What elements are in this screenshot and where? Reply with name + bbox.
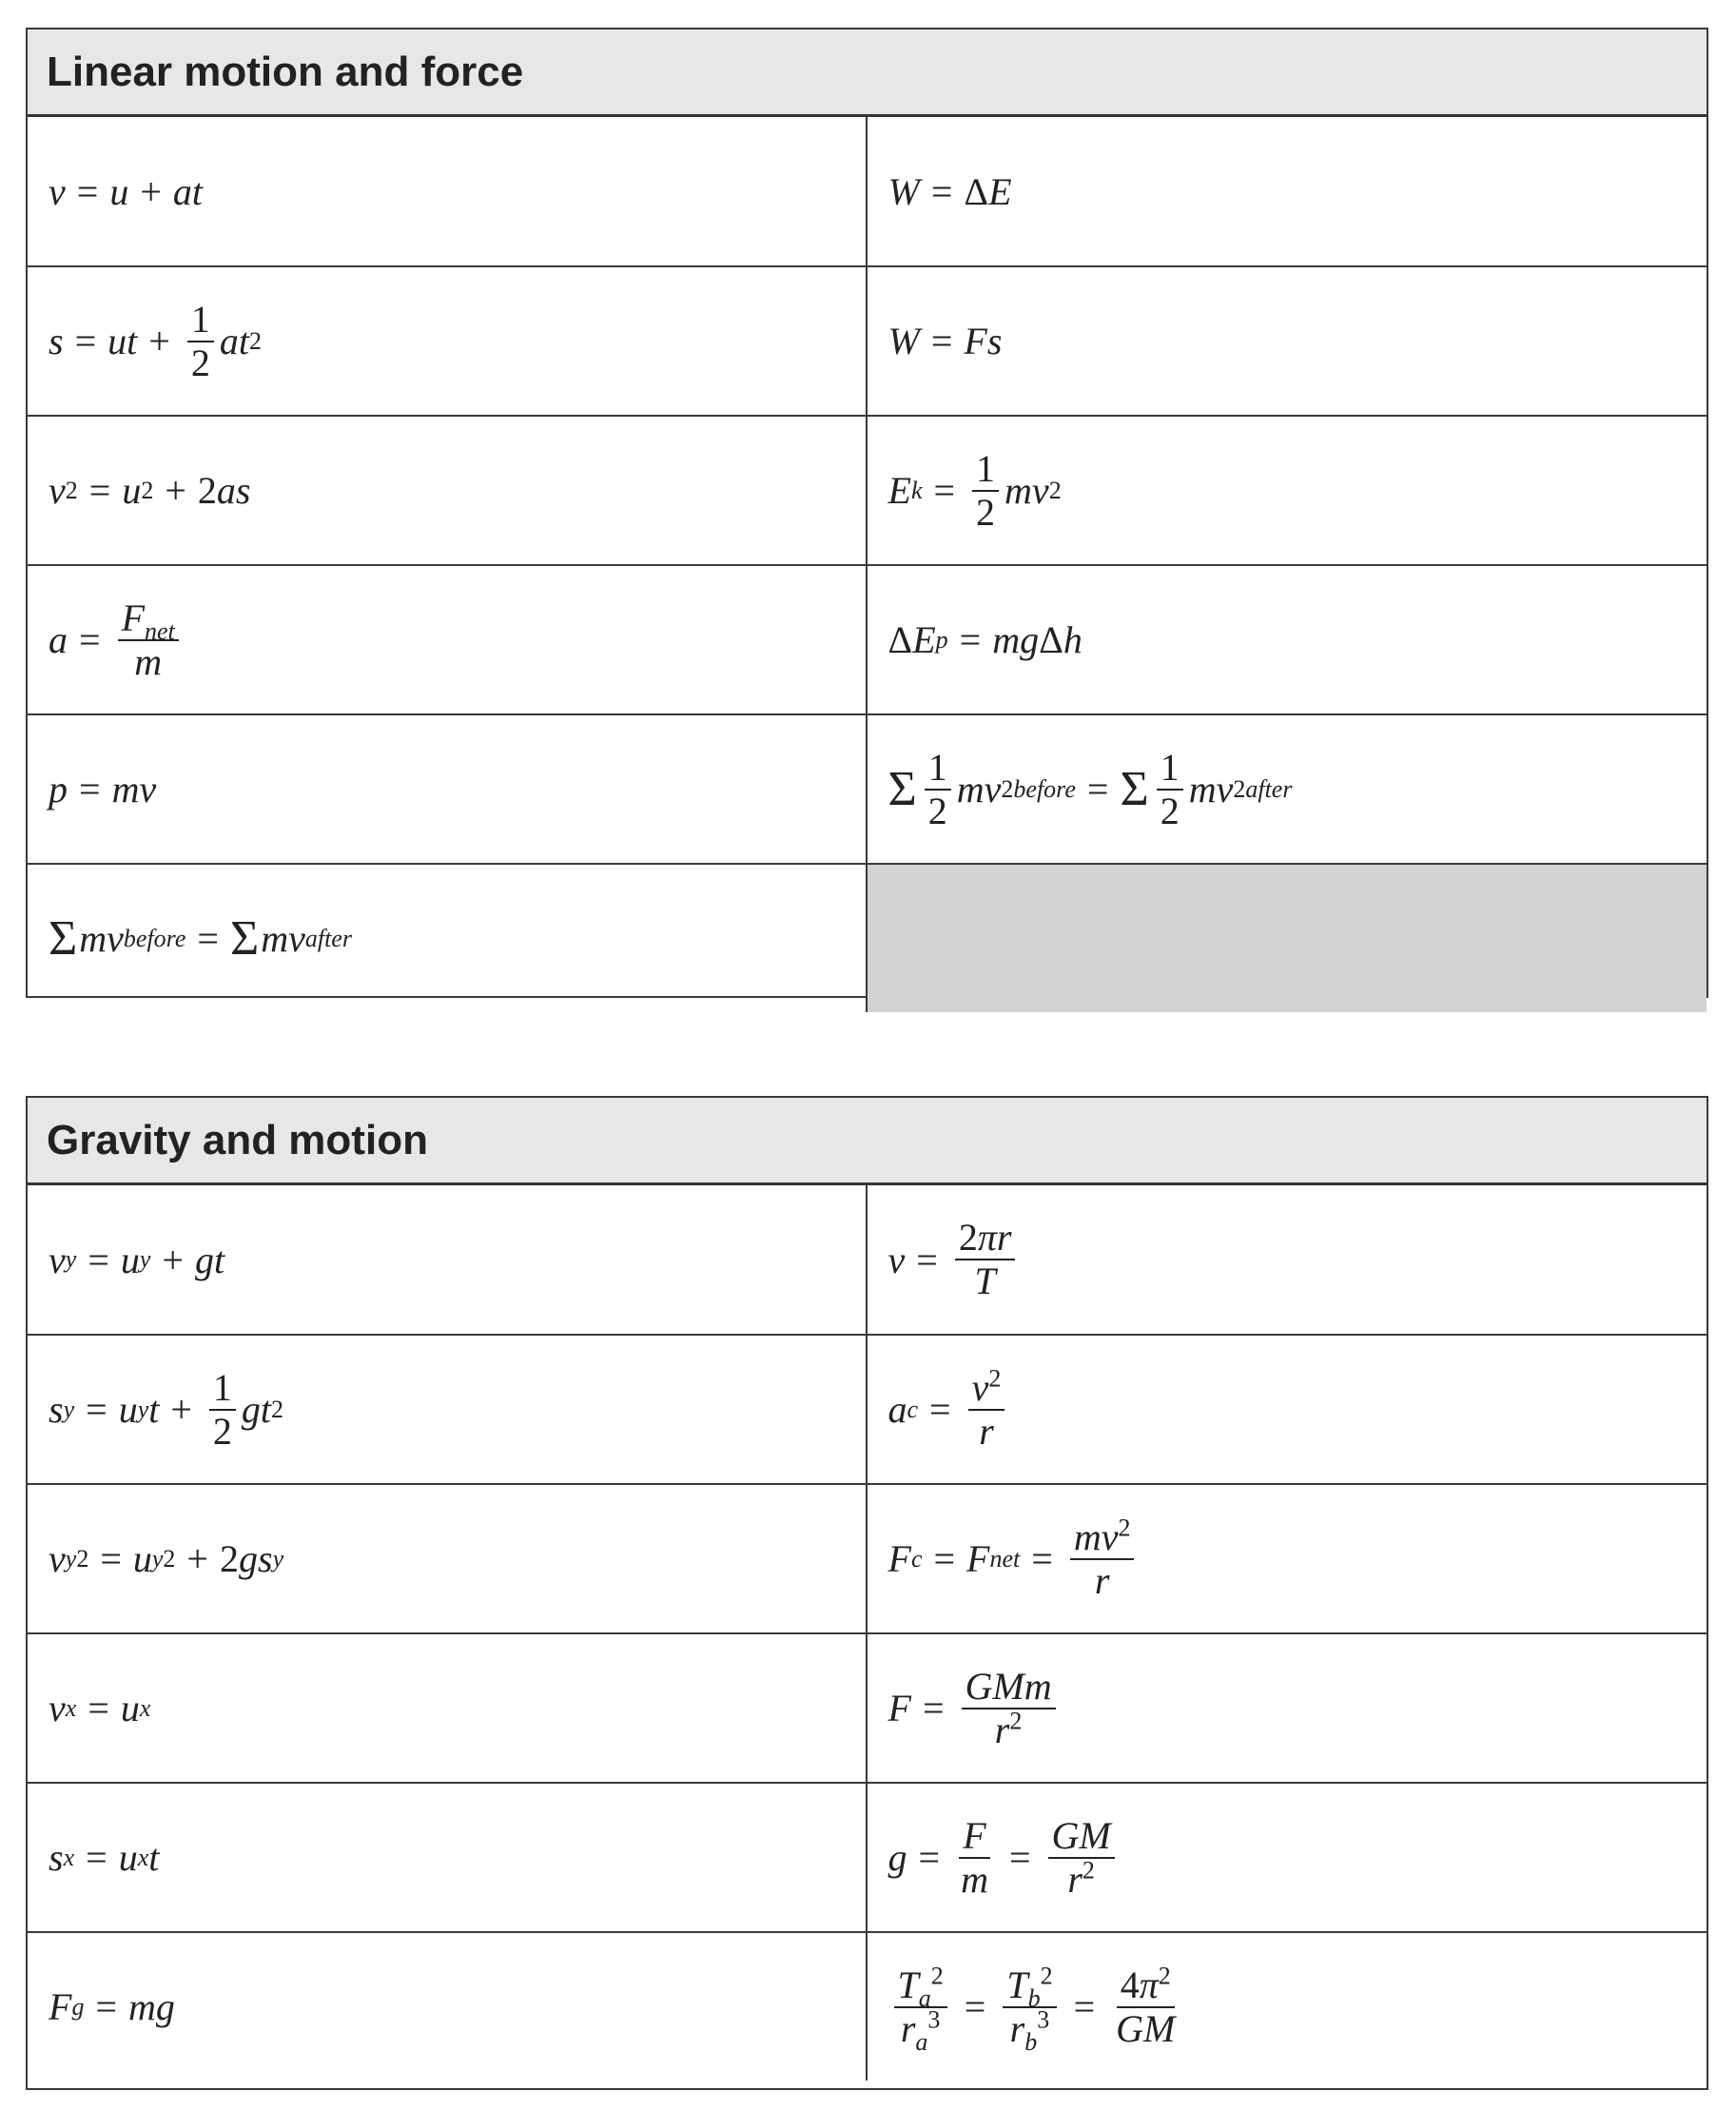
formula-cell bbox=[28, 1933, 868, 2081]
formula-gravitation: F = $\frac{\text{GMm}}{r^2}$ bbox=[888, 1666, 1062, 1751]
formula-cell bbox=[28, 417, 868, 564]
formula-cell bbox=[868, 1634, 1707, 1782]
formula-field-strength: g = $\frac{F}{m}$ = $\frac{GM}{r^2}$ bbox=[888, 1815, 1121, 1901]
formula-cell bbox=[28, 1485, 868, 1632]
gravity-motion-table bbox=[26, 1096, 1708, 2090]
formula-v-u-at: v = u + at bbox=[49, 169, 204, 213]
section-title: Linear motion and force bbox=[28, 29, 1707, 117]
formula-cell bbox=[28, 566, 868, 713]
table-row bbox=[28, 713, 1707, 863]
empty-cell bbox=[868, 865, 1707, 1012]
formula-momentum: p = mv bbox=[49, 768, 157, 811]
formula-cell bbox=[868, 1336, 1707, 1483]
formula-cell bbox=[868, 715, 1707, 863]
formula-sy: s y = u y t + $\frac{1}{2}$ gt 2 bbox=[49, 1365, 284, 1453]
table-row bbox=[28, 1632, 1707, 1782]
formula-weight: F g = mg bbox=[49, 1985, 175, 2028]
formula-acceleration: a = $\frac{F_{net}}{m}$ bbox=[49, 597, 185, 683]
formula-cell bbox=[868, 1485, 1707, 1632]
table-row bbox=[28, 1931, 1707, 2081]
formula-cell bbox=[28, 1634, 868, 1782]
formula-cell bbox=[868, 1933, 1707, 2081]
linear-motion-table bbox=[26, 28, 1708, 998]
formula-displacement: s = ut + $\frac{1}{2}$ at 2 bbox=[49, 297, 262, 384]
formula-cell bbox=[28, 1336, 868, 1483]
section-title: Gravity and motion bbox=[28, 1098, 1707, 1185]
table-row bbox=[28, 117, 1707, 265]
formula-centripetal-force: F c = F net = $\frac{mv^2}{r}$ bbox=[888, 1516, 1141, 1602]
table-row bbox=[28, 1483, 1707, 1632]
formula-vy: v y = u y + gt bbox=[49, 1238, 225, 1281]
formula-cell bbox=[28, 267, 868, 415]
formula-cell bbox=[868, 1185, 1707, 1334]
table-row bbox=[28, 564, 1707, 713]
formula-cell bbox=[28, 715, 868, 863]
formula-potential-energy: Δ E p = mg Δ h bbox=[888, 618, 1083, 661]
formula-cell bbox=[868, 417, 1707, 564]
table-row bbox=[28, 265, 1707, 415]
formula-kepler: $\frac{T_a^2}{r_a^3}$ = $\frac{T_b^2}{r_b^3}$ = $\frac{4\pi^2}{GM}$ bbox=[888, 1964, 1185, 2050]
formula-centripetal-acceleration: a c = $\frac{v^2}{r}$ bbox=[888, 1367, 1011, 1453]
table-row bbox=[28, 1334, 1707, 1483]
formula-vy-squared: v y 2 = u y 2 + 2 gs y bbox=[49, 1537, 284, 1580]
formula-sx: s x = u x t bbox=[49, 1836, 160, 1879]
formula-momentum-conservation: Σ mv before = Σ mv after bbox=[49, 911, 352, 966]
formula-energy-conservation: Σ $\frac{1}{2}$ mv 2 before = Σ $\frac{1}{2}$ mv 2 after bbox=[888, 745, 1293, 832]
formula-vx: v x = u x bbox=[49, 1687, 151, 1729]
formula-cell bbox=[28, 865, 868, 1012]
formula-cell bbox=[868, 117, 1707, 265]
table-row bbox=[28, 1782, 1707, 1931]
table-row bbox=[28, 863, 1707, 1012]
formula-work-energy: W = Δ E bbox=[888, 169, 1012, 213]
formula-work-force: W = Fs bbox=[888, 320, 1003, 362]
formula-cell bbox=[28, 117, 868, 265]
formula-cell bbox=[28, 1185, 868, 1334]
table-row bbox=[28, 415, 1707, 564]
formula-cell bbox=[28, 1784, 868, 1931]
table-row bbox=[28, 1185, 1707, 1334]
formula-cell bbox=[868, 267, 1707, 415]
formula-cell bbox=[868, 566, 1707, 713]
formula-cell bbox=[868, 1784, 1707, 1931]
formula-kinetic-energy: E k = $\frac{1}{2}$ mv 2 bbox=[888, 446, 1062, 534]
formula-v-squared: v 2 = u 2 + 2 as bbox=[49, 469, 251, 512]
formula-orbital-speed: v = $\frac{2\pi r}{T}$ bbox=[888, 1217, 1022, 1302]
